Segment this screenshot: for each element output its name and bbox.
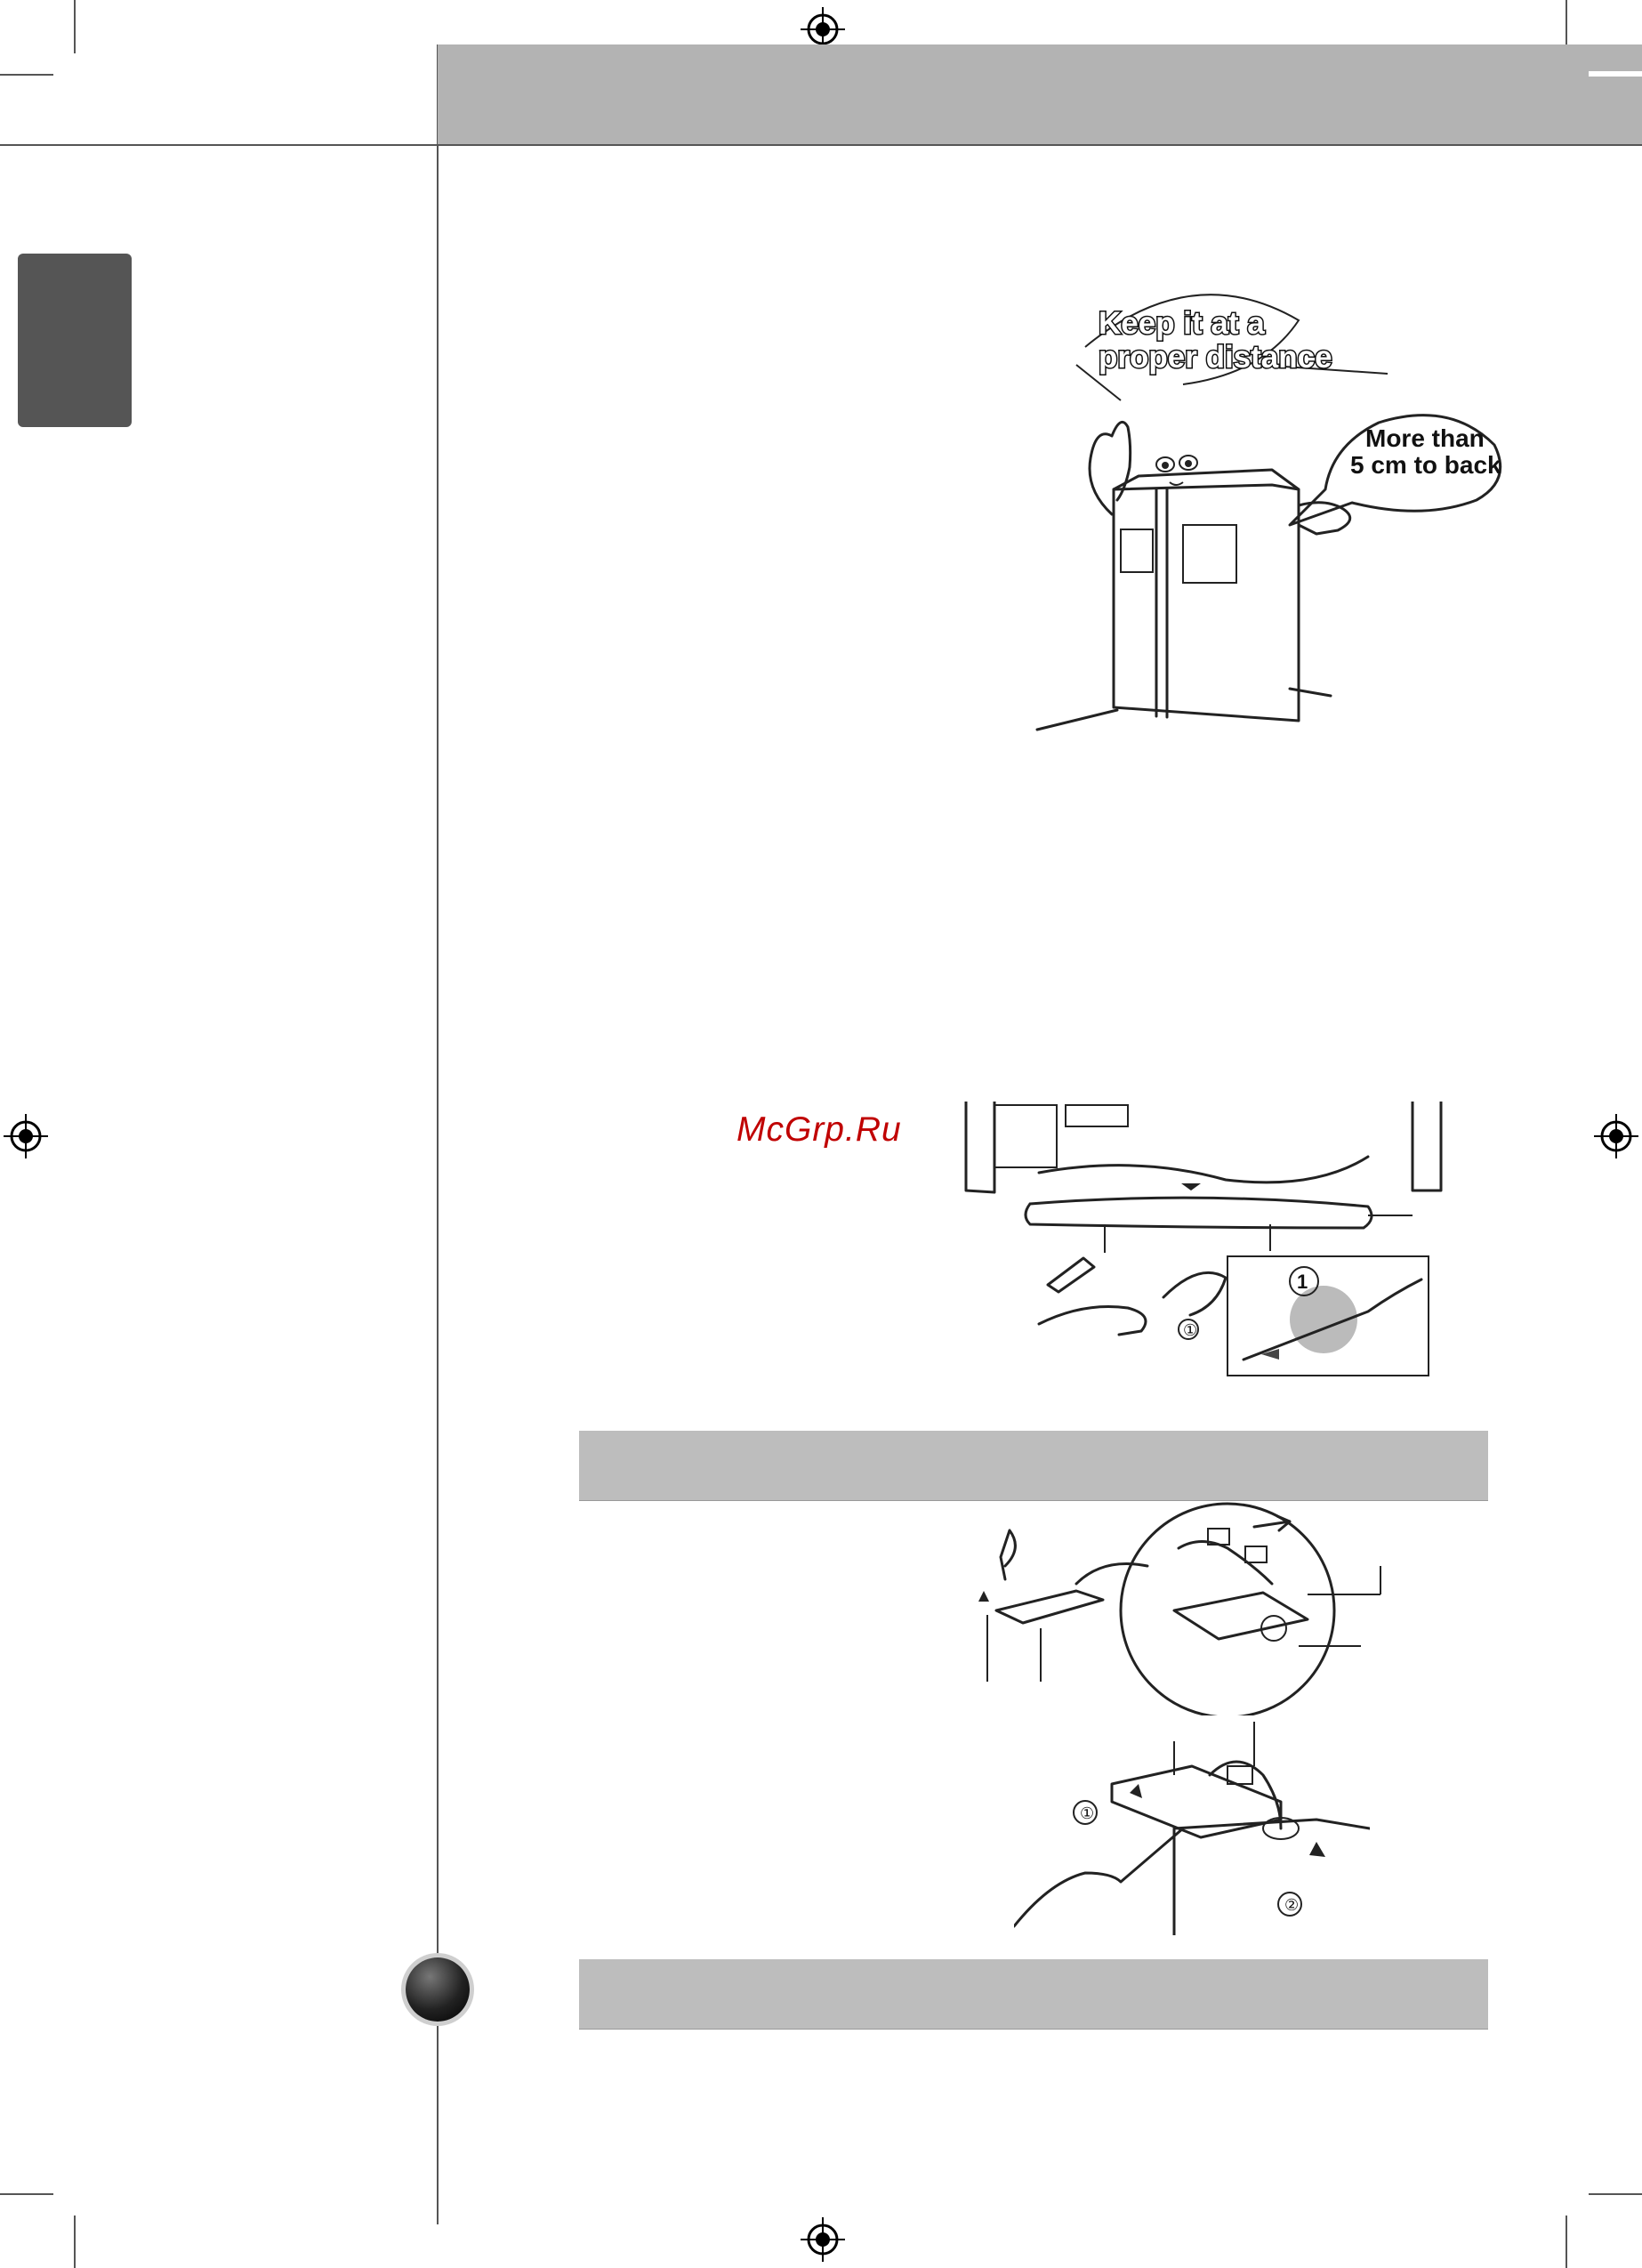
crop-mark <box>74 2216 76 2268</box>
crop-mark <box>1589 2193 1642 2195</box>
header-corner-mark <box>1589 71 1642 77</box>
column-divider <box>437 44 439 2224</box>
crop-mark <box>0 74 53 76</box>
water-tube-disconnect-illustration <box>959 1102 1453 1379</box>
crop-mark <box>74 0 76 53</box>
step-marker: ① <box>1183 1321 1198 1339</box>
section-heading-bar <box>579 1431 1488 1500</box>
registration-target-icon <box>1594 1114 1638 1158</box>
headline-line-2: proper distance <box>1099 340 1332 375</box>
crop-mark <box>0 2193 53 2195</box>
chapter-side-tab <box>18 254 132 427</box>
page-header-bar <box>438 44 1642 146</box>
bubble-line-1: More than <box>1365 424 1485 452</box>
step-2-marker: ② <box>1284 1896 1300 1914</box>
bubble-line-2: 5 cm to back <box>1350 451 1501 479</box>
step-1-marker: ① <box>1080 1804 1095 1822</box>
wire-connector-illustration <box>970 1495 1397 1715</box>
registration-target-icon <box>4 1114 48 1158</box>
crop-mark <box>1566 2216 1567 2268</box>
top-left-rule <box>0 144 438 146</box>
hinge-removal-illustration <box>1014 1722 1370 1935</box>
section-underline <box>579 2029 1488 2030</box>
callout-marker: 1 <box>1297 1271 1308 1293</box>
section-heading-bar <box>579 1959 1488 2029</box>
page-number-bullet <box>406 1957 470 2022</box>
registration-target-icon <box>801 2217 845 2262</box>
watermark-text: McGrp.Ru <box>736 1110 902 1149</box>
headline-line-1: Keep it at a <box>1099 306 1265 341</box>
fridge-mascot-illustration <box>1032 267 1530 739</box>
